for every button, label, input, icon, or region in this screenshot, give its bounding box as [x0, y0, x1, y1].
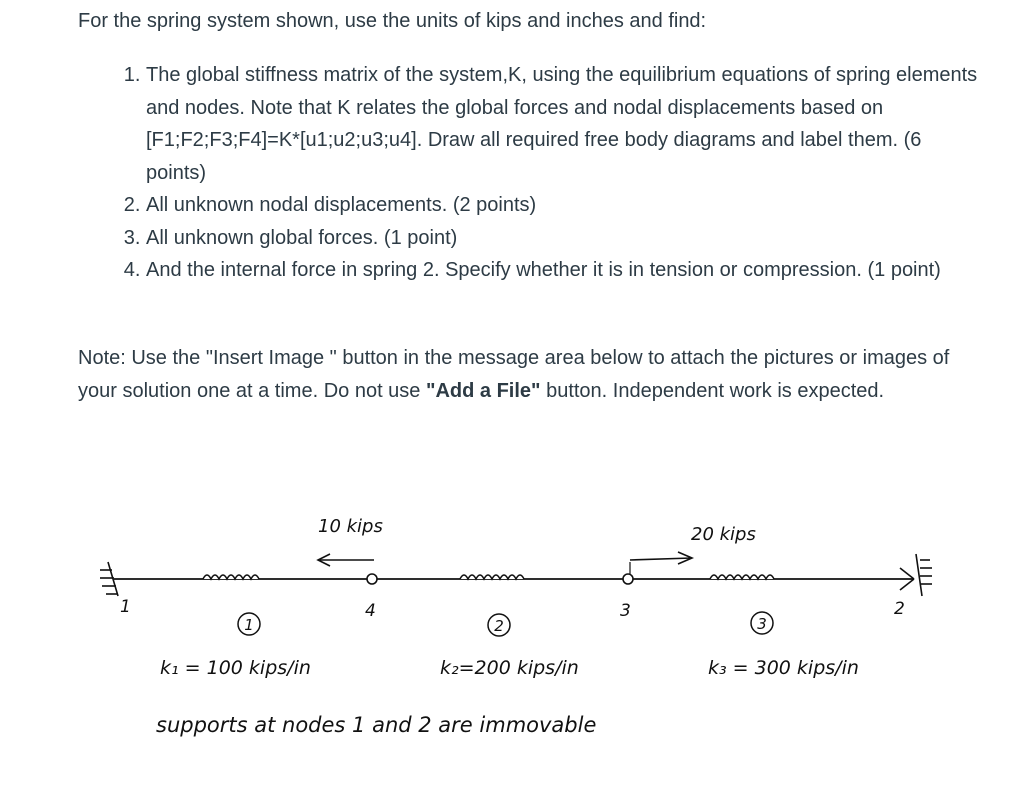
spring-system-figure — [78, 470, 958, 770]
node-3-marker — [623, 574, 633, 584]
note-bold-button-name: "Add a File" — [425, 379, 541, 402]
node-1-label: 1 — [120, 597, 131, 617]
left-load-label: 10 kips — [318, 516, 383, 537]
left-load-arrow — [318, 554, 374, 566]
note-text-start: Note: Use the "Insert Image " button in the message area below to attach the pictures or images of your solution one at a time. Do not use — [78, 347, 950, 402]
task-item-4: 4. And the internal force in spring 2. Specify whether it is in tension or compression. (1 point) — [146, 254, 986, 287]
node-3-label: 3 — [620, 601, 631, 621]
spring-1-coil — [203, 575, 259, 579]
note-text-end: button. Independent work is expected. — [540, 379, 885, 402]
task-item-1: 1. The global stiffness matrix of the system,K, using the equilibrium equations of spring elements and nodes. Note that K relates the global forces and nodal displacements based on [F1;F2;F3;F4]=K*[u1;u2;u3;u4]. Draw all required free body diagrams and label them. (6 points) — [146, 59, 986, 189]
task-list — [105, 59, 986, 287]
spring-1-stiffness: k₁ = 100 kips/in — [160, 657, 311, 679]
spring-2-stiffness: k₂=200 kips/in — [440, 657, 579, 679]
spring-3-stiffness: k₃ = 300 kips/in — [708, 657, 859, 679]
element-2-label: 2 — [494, 617, 504, 635]
supports-note: supports at nodes 1 and 2 are immovable — [156, 713, 597, 737]
node-4-label: 4 — [365, 601, 376, 621]
submission-note — [78, 342, 958, 407]
task-item-2: 2. All unknown nodal displacements. (2 points) — [146, 189, 986, 222]
node-2-label: 2 — [894, 599, 905, 619]
element-3-label: 3 — [757, 615, 767, 633]
problem-intro: For the spring system shown, use the units of kips and inches and find: — [78, 10, 707, 32]
right-load-arrow — [630, 552, 692, 574]
right-wall-support — [900, 554, 932, 596]
spring-3-coil — [710, 575, 774, 579]
spring-2-coil — [460, 575, 524, 579]
element-1-label: 1 — [244, 616, 254, 634]
node-4-marker — [367, 574, 377, 584]
right-load-label: 20 kips — [691, 524, 756, 545]
task-item-3: 3. All unknown global forces. (1 point) — [146, 222, 986, 255]
spring-diagram — [78, 470, 958, 770]
